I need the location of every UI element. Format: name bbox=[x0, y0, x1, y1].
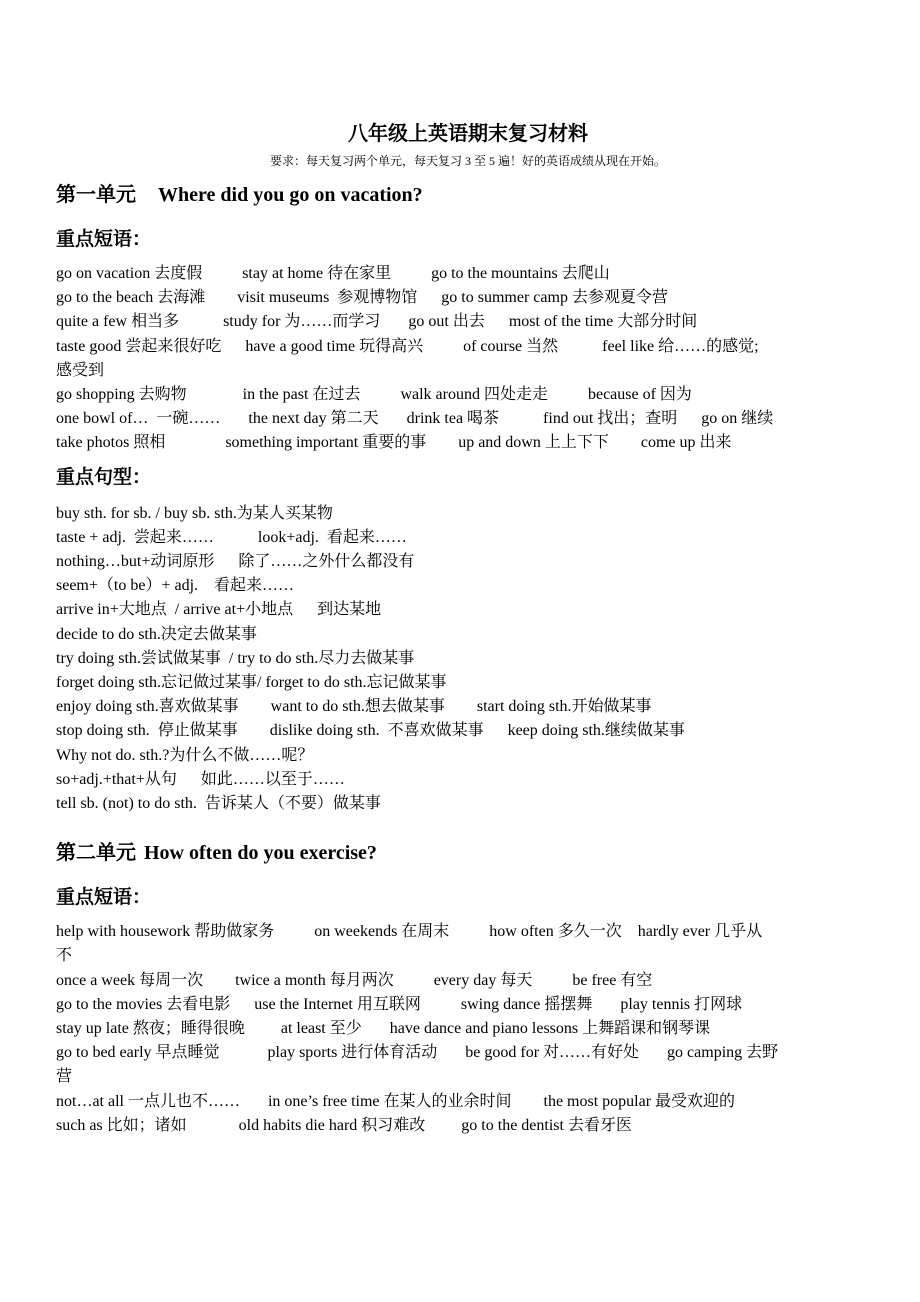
phrase-line: quite a few 相当多 study for 为……而学习 go out 出去 most of the time 大部分时间 bbox=[56, 313, 698, 331]
unit-2-title: How often do you exercise? bbox=[144, 842, 377, 865]
phrase-line: once a week 每周一次 twice a month 每月两次 every day 每天 be free 有空 bbox=[56, 971, 653, 989]
pattern-line: seem+（to be）+ adj. 看起来…… bbox=[56, 577, 295, 595]
pattern-line: enjoy doing sth.喜欢做某事 want to do sth.想去做某事 start doing sth.开始做某事 bbox=[56, 698, 652, 716]
unit-1-title: Where did you go on vacation? bbox=[158, 184, 423, 206]
unit-1-label: 第一单元 bbox=[56, 184, 136, 206]
pattern-line: Why not do. sth.?为什么不做……呢？ bbox=[56, 746, 314, 764]
phrase-line: take photos 照相 something important 重要的事 up and down 上上下下 come up 出来 bbox=[56, 434, 732, 452]
pattern-line: nothing…but+动词原形 除了……之外什么都没有 bbox=[56, 553, 415, 571]
phrase-line: not…at all 一点儿也不…… in one’s free time 在某人的业余时间 the most popular 最受欢迎的 bbox=[56, 1092, 736, 1110]
pattern-line: stop doing sth. 停止做某事 dislike doing sth. 不喜欢做某事 keep doing sth.继续做某事 bbox=[56, 722, 685, 740]
phrase-line: go to the beach 去海滩 visit museums 参观博物馆 go to summer camp 去参观夏令营 bbox=[56, 289, 668, 307]
pattern-line: try doing sth.尝试做某事 / try to do sth.尽力去做某事 bbox=[56, 649, 415, 667]
unit-1-phrases-heading: 重点短语： bbox=[56, 229, 152, 250]
spacer bbox=[56, 816, 880, 840]
phrase-line: go to bed early 早点睡觉 play sports 进行体育活动 be good for 对……有好处 go camping 去野 bbox=[56, 1044, 779, 1062]
phrase-line: 不 bbox=[56, 947, 73, 965]
unit-1-heading bbox=[56, 182, 880, 208]
pattern-line: decide to do sth.决定去做某事 bbox=[56, 625, 257, 643]
unit-1-patterns-heading: 重点句型： bbox=[56, 466, 152, 488]
phrase-line: 营 bbox=[56, 1068, 73, 1086]
phrase-line: one bowl of… 一碗…… the next day 第二天 drink tea 喝茶 find out 找出；查明 go on 继续 bbox=[56, 410, 774, 428]
pattern-line: tell sb. (not) to do sth. 告诉某人（不要）做某事 bbox=[56, 795, 381, 813]
pattern-line: arrive in+大地点 / arrive at+小地点 到达某地 bbox=[56, 601, 382, 619]
pattern-line: buy sth. for sb. / buy sb. sth.为某人买某物 bbox=[56, 504, 333, 522]
phrase-line: 感受到 bbox=[56, 361, 105, 379]
requirement-note: 要求：每天复习两个单元，每天复习 3 至 5 遍！好的英语成绩从现在开始。 bbox=[269, 154, 666, 168]
unit-2-label: 第二单元 bbox=[56, 842, 136, 865]
phrase-line: stay up late 熬夜；睡得很晚 at least 至少 have dance and piano lessons 上舞蹈课和钢琴课 bbox=[56, 1020, 711, 1038]
phrase-line: help with housework 帮助做家务 on weekends 在周末 how often 多久一次 hardly ever 几乎从 bbox=[56, 923, 763, 941]
pattern-line: so+adj.+that+从句 如此……以至于…… bbox=[56, 770, 345, 788]
phrase-line: taste good 尝起来很好吃 have a good time 玩得高兴 of course 当然 feel like 给……的感觉; bbox=[56, 337, 759, 355]
phrase-line: go shopping 去购物 in the past 在过去 walk around 四处走走 because of 因为 bbox=[56, 386, 692, 404]
pattern-line: taste + adj. 尝起来…… look+adj. 看起来…… bbox=[56, 528, 407, 546]
unit-1-patterns bbox=[56, 502, 880, 817]
unit-2-phrases-heading: 重点短语： bbox=[56, 887, 152, 909]
page-title: 八年级上英语期末复习材料 bbox=[348, 123, 588, 145]
phrase-line: such as 比如；诸如 old habits die hard 积习难改 go to the dentist 去看牙医 bbox=[56, 1116, 632, 1134]
phrase-line: go to the movies 去看电影 use the Internet 用互联网 swing dance 摇摆舞 play tennis 打网球 bbox=[56, 995, 743, 1013]
unit-2-heading bbox=[56, 840, 880, 866]
pattern-line: forget doing sth.忘记做过某事/ forget to do sth.忘记做某事 bbox=[56, 674, 447, 692]
unit-1-phrases bbox=[56, 262, 880, 456]
phrase-line: go on vacation 去度假 stay at home 待在家里 go to the mountains 去爬山 bbox=[56, 265, 610, 282]
unit-2-phrases bbox=[56, 920, 880, 1138]
